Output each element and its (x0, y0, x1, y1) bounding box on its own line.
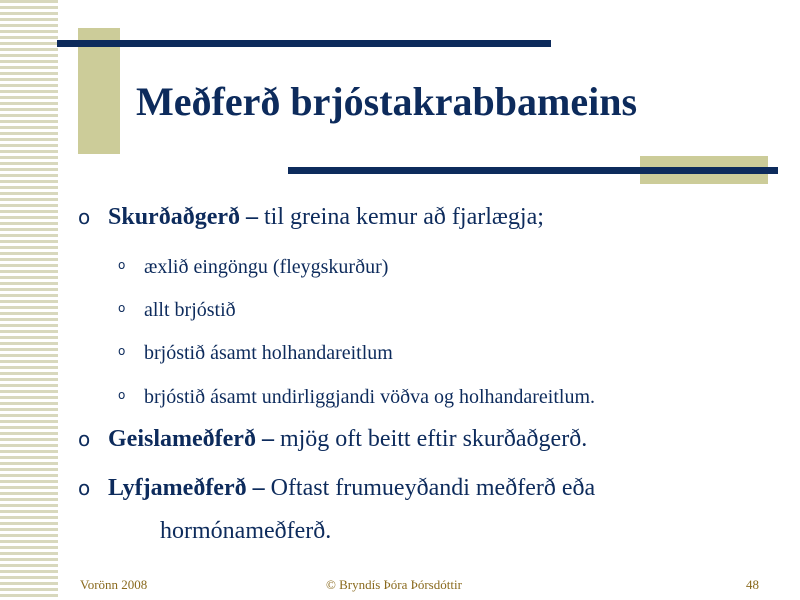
sub-bullet-marker: o (118, 258, 126, 272)
bullet-bold-label: Geislameðferð – (108, 426, 274, 452)
sub-bullet-text: allt brjóstið (144, 299, 236, 321)
bullet-text: til greina kemur að fjarlægja; (258, 204, 544, 230)
bullet-marker: o (78, 205, 91, 229)
bullet-bold-label: Lyfjameðferð – (108, 475, 265, 501)
footer-page-number: 48 (746, 577, 759, 592)
sub-bullet-text: æxlið eingöngu (fleygskurður) (144, 256, 389, 278)
bullet-surgery (78, 204, 544, 231)
bullet-bold-label: Skurðaðgerð – (108, 204, 258, 230)
sub-bullet-text: brjóstið ásamt holhandareitlum (144, 342, 393, 364)
sub-bullet-item (118, 386, 595, 409)
sub-bullet-item (118, 299, 236, 322)
sub-bullet-item (118, 256, 388, 279)
decorative-bar-bottom (288, 167, 778, 174)
sub-bullet-marker: o (118, 388, 126, 402)
bullet-chemotherapy (78, 475, 595, 502)
sub-bullet-marker: o (118, 344, 126, 358)
footer-semester: Vorönn 2008 (80, 577, 148, 592)
decorative-bar-top (57, 40, 551, 47)
bullet-text: Oftast frumueyðandi meðferð eða (264, 475, 596, 501)
footer-author: © Bryndís Þóra Þórsdóttir (326, 577, 462, 592)
bullet-radiation (78, 426, 587, 453)
bullet-marker: o (78, 427, 91, 451)
slide-title: Meðferð brjóstakrabbameins (136, 79, 638, 124)
bullet-marker: o (78, 476, 91, 500)
sub-bullet-marker: o (118, 301, 126, 315)
decorative-stripes (0, 0, 58, 600)
sub-bullet-item (118, 342, 393, 365)
bullet-continuation: hormónameðferð. (160, 518, 332, 544)
bullet-text: mjög oft beitt eftir skurðaðgerð. (273, 426, 588, 452)
sub-bullet-text: brjóstið ásamt undirliggjandi vöðva og holhandareitlum. (144, 386, 596, 408)
